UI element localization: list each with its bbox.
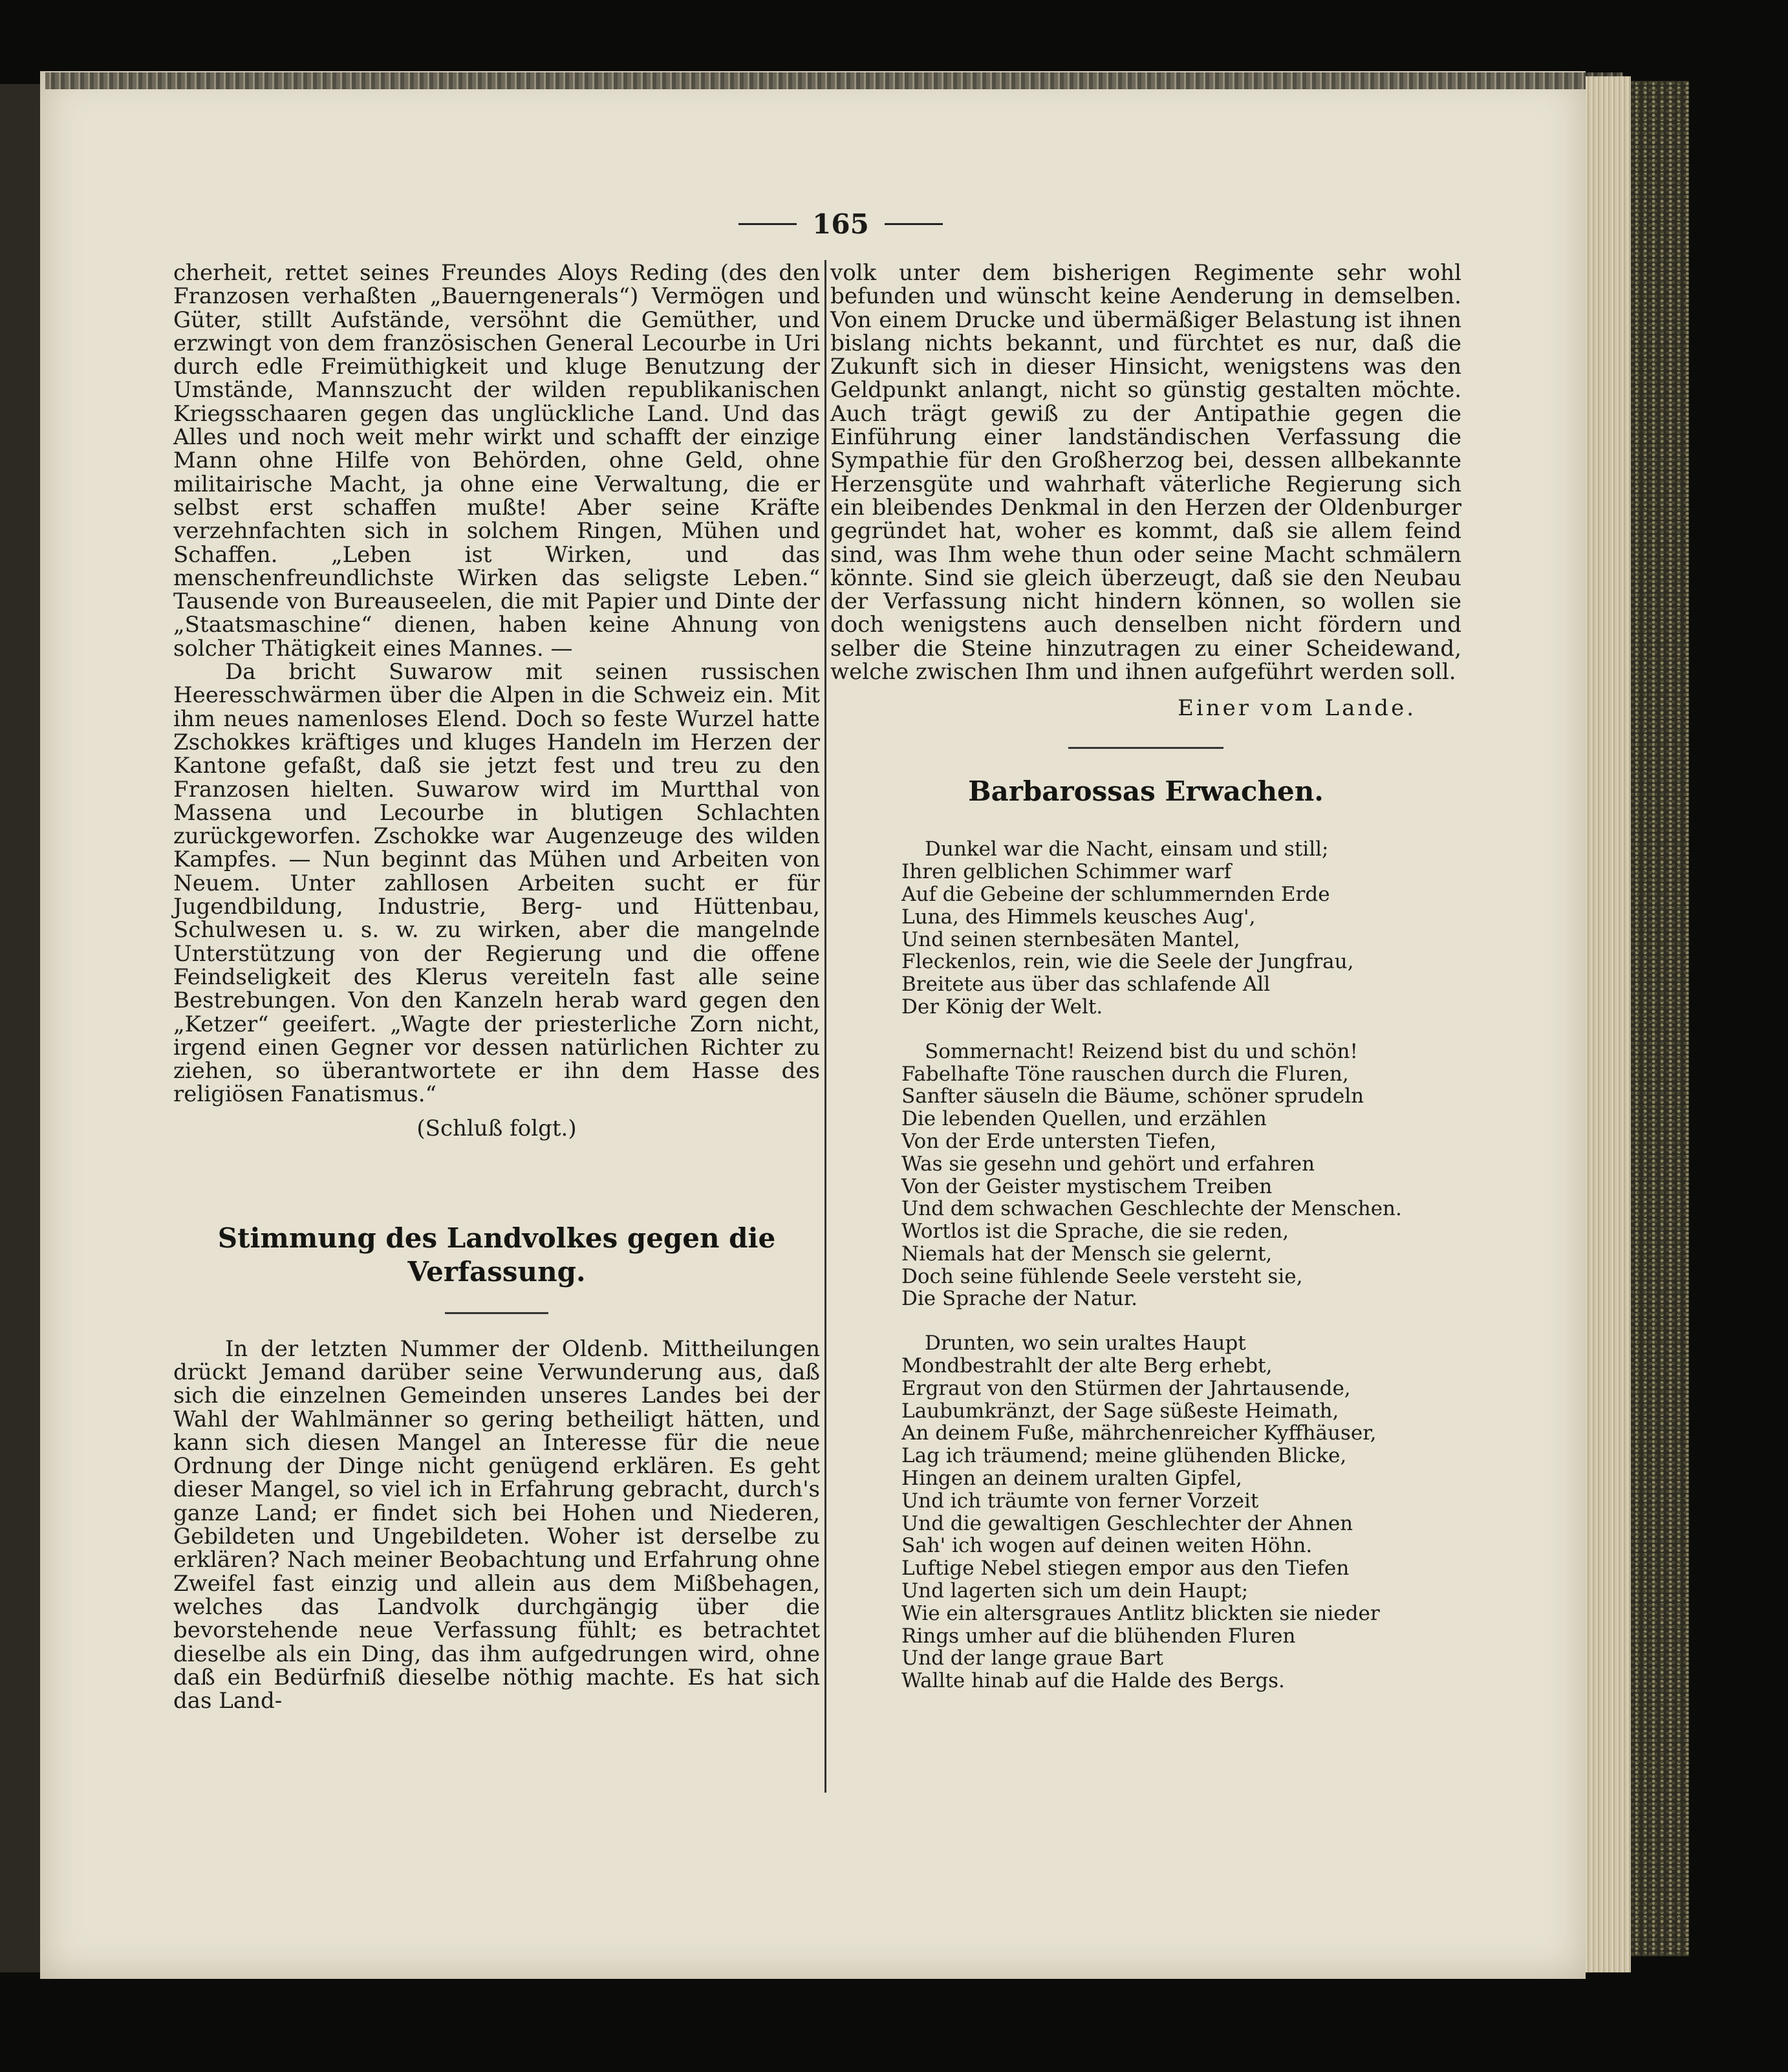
poem-line: Sommernacht! Reizend bist du und schön! [925, 1039, 1358, 1063]
poem-line: Dunkel war die Nacht, einsam und still; [925, 837, 1329, 861]
poem-title: Barbarossas Erwachen. [968, 775, 1324, 808]
poem [901, 838, 1461, 1692]
marbled-cover [1631, 81, 1689, 1956]
poem-line: Die Sprache der Natur. [901, 1287, 1138, 1311]
poem-line: Wortlos ist die Sprache, die sie reden, [901, 1220, 1289, 1244]
page-number: 165 [812, 208, 869, 240]
poem-line: Wallte hinab auf die Halde des Bergs. [901, 1669, 1285, 1693]
article-continuation [830, 261, 1461, 684]
poem-line: Und dem schwachen Geschlechte der Menschen. [901, 1197, 1402, 1221]
poem-line: Luna, des Himmels keusches Aug', [901, 905, 1256, 929]
poem-stanza [901, 1332, 1461, 1692]
poem-stanza [901, 838, 1461, 1018]
poem-line: Und der lange graue Bart [901, 1646, 1163, 1670]
poem-line: Und die gewaltigen Geschlechter der Ahnen [901, 1511, 1353, 1535]
right-column [830, 261, 1461, 1714]
poem-line: Sanfter säuseln die Bäume, schöner sprudeln [901, 1085, 1364, 1108]
left-column [173, 261, 820, 1712]
poem-line: Die lebenden Quellen, und erzählen [901, 1107, 1267, 1131]
article-body [173, 1337, 820, 1713]
poem-line: Auf die Gebeine der schlummernden Erde [901, 882, 1330, 906]
poem-line: Wie ein altersgraues Antlitz blickten sie nieder [901, 1601, 1380, 1625]
poem-line: Mondbestrahlt der alte Berg erhebt, [901, 1354, 1273, 1378]
article-signature: Einer vom Lande. [1178, 695, 1416, 722]
paragraph: In der letzten Nummer der Oldenb. Mittheilungen drückt Jemand darüber seine Verwunderung aus, daß sich die einzelnen Gemeinden unseres Landes bei der Wahl der Wahlmänner so gering betheiligt hätten, und kann sich diesen Mangel an Interesse für die neue Ordnung der Dinge nicht genügend erklären. Es geht dieser Mangel, so viel ich in Erfahrung gebracht, durch's ganze Land; er findet sich bei Hohen und Niederen, Gebildeten und Ungebildeten. Woher ist derselbe zu erklären? Nach meiner Beobachtung und Erfahrung ohne Zweifel fast einzig und allein aus dem Mißbehagen, welches das Landvolk durchgängig über die bevorstehende neue Verfassung fühlt; es betrachtet dieselbe als ein Ding, das ihm aufgedrungen wird, ohne daß ein Bedürfniß dieselbe nöthig machte. Es hat sich das Land- [173, 1335, 820, 1714]
header-dash-right [885, 223, 943, 225]
poem-line: Und ich träumte von ferner Vorzeit [901, 1489, 1259, 1513]
poem-line: Von der Erde untersten Tiefen, [901, 1129, 1217, 1153]
poem-line: Sah' ich wogen auf deinen weiten Höhn. [901, 1534, 1313, 1558]
header-dash-left [738, 223, 797, 225]
paragraph: Da bricht Suwarow mit seinen russischen Heeresschwärmen über die Alpen in die Schweiz ein. Mit ihm neues namenloses Elend. Doch so feste Wurzel hatte Zschokkes kräftiges und kluges Handeln im Herzen der Kantone gefaßt, daß sie jetzt fest und treu zu den Franzosen hielten. Suwarow wird im Murtthal von Massena und Lecourbe in blutigen Schlachten zurückgeworfen. Zschokke war Augenzeuge des wilden Kampfes. — Nun beginnt das Mühen und Arbeiten von Neuem. Unter zahllosen Arbeiten sucht er für Jugendbildung, Industrie, Berg- und Hüttenbau, Schulwesen u. s. w. zu wirken, aber die mangelnde Unterstützung von der Regierung und die offene Feindseligkeit des Klerus vereiteln fast alle seine Bestrebungen. Von den Kanzeln herab ward gegen den „Ketzer“ geeifert. „Wagte der priesterliche Zorn nicht, irgend einen Gegner vor dessen natürlichen Richter zu ziehen, so überantwortete er ihn dem Hasse des religiösen Fanatismus.“ [173, 659, 820, 1108]
poem-line: Ergraut von den Stürmen der Jahrtausende, [901, 1376, 1351, 1400]
column-divider [824, 260, 826, 1793]
poem-line: Doch seine fühlende Seele versteht sie, [901, 1264, 1303, 1288]
to-be-continued: (Schluß folgt.) [416, 1115, 577, 1141]
page-number-header [737, 204, 944, 243]
poem-line: Lag ich träumend; meine glühenden Blicke, [901, 1444, 1347, 1468]
poem-line: Und lagerten sich um dein Haupt; [901, 1579, 1249, 1603]
poem-line: Breitete aus über das schlafende All [901, 973, 1271, 997]
poem-line: Drunten, wo sein uraltes Haupt [925, 1332, 1246, 1355]
page-top-edge [45, 72, 1623, 89]
poem-line: Fabelhafte Töne rauschen durch die Fluren, [901, 1062, 1349, 1086]
poem-line: Niemals hat der Mensch sie gelernt, [901, 1242, 1273, 1266]
continued-article [173, 261, 820, 1106]
section-rule [1068, 747, 1223, 749]
title-rule [445, 1312, 548, 1314]
poem-line: Der König der Welt. [901, 995, 1103, 1019]
poem-line: Laubumkränzt, der Sage süßeste Heimath, [901, 1399, 1339, 1423]
poem-line: Von der Geister mystischem Treiben [901, 1174, 1273, 1198]
paragraph: cherheit, rettet seines Freundes Aloys Reding (des den Franzosen verhaßten „Bauerngenerals“) Vermögen und Güter, stillt Aufstände, versöhnt die Gemüther, und erzwingt von dem französischen General Lecourbe in Uri durch edle Freimüthigkeit und kluge Benutzung der Umstände, Mannszucht der wilden republikanischen Kriegsschaaren gegen das unglückliche Land. Und das Alles und noch weit mehr wirkt und schafft der einzige Mann ohne Hilfe von Behörden, ohne Geld, ohne militairische Macht, ja ohne eine Verwaltung, die er selbst erst schaffen mußte! Aber seine Kräfte verzehnfachten sich in solchem Ringen, Mühen und Schaffen. „Leben ist Wirken, und das menschenfreundlichste Wirken das seligste Leben.“ Tausende von Bureauseelen, die mit Papier und Dinte der „Staatsmaschine“ dienen, haben keine Ahnung von solcher Thätigkeit eines Mannes. — [173, 260, 820, 662]
poem-line: Hingen an deinem uralten Gipfel, [901, 1467, 1242, 1491]
poem-line: Ihren gelblichen Schimmer warf [901, 860, 1232, 884]
poem-line: Und seinen sternbesäten Mantel, [901, 927, 1240, 951]
poem-line: Fleckenlos, rein, wie die Seele der Jungfrau, [901, 950, 1354, 974]
poem-stanza [901, 1041, 1461, 1311]
page-stack-edges [1586, 76, 1631, 1972]
article-title: Stimmung des Landvolkes gegen die Verfassung. [217, 1222, 776, 1288]
poem-line: Rings umher auf die blühenden Fluren [901, 1624, 1296, 1648]
poem-line: Luftige Nebel stiegen empor aus den Tiefen [901, 1557, 1350, 1581]
poem-line: Was sie gesehn und gehört und erfahren [901, 1152, 1315, 1176]
poem-line: An deinem Fuße, mährchenreicher Kyffhäuser, [901, 1421, 1377, 1445]
paragraph: volk unter dem bisherigen Regimente sehr wohl befunden und wünscht keine Aenderung in demselben. Von einem Drucke und übermäßiger Belastung ist ihnen bislang nichts bekannt, und fürchtet es nur, daß die Zukunft sich in dieser Hinsicht, wenigstens was den Geldpunkt anlangt, nicht so günstig gestalten möchte. Auch trägt gewiß zu der Antipathie gegen die Einführung einer landständischen Verfassung die Sympathie für den Großherzog bei, dessen allbekannte Herzensgüte und wahrhaft väterliche Regierung sich ein bleibendes Denkmal in den Herzen der Oldenburger gegründet hat, woher es kommt, daß sie allem feind sind, was Ihm wehe thun oder seine Macht schmälern könnte. Sind sie gleich überzeugt, daß sie den Neubau der Verfassung nicht hindern können, so wollen sie doch wenigstens auch denselben nicht fördern und selber die Steine hinzutragen zu einer Scheidewand, welche zwischen Ihm und ihnen aufgeführt werden soll. [830, 260, 1461, 685]
